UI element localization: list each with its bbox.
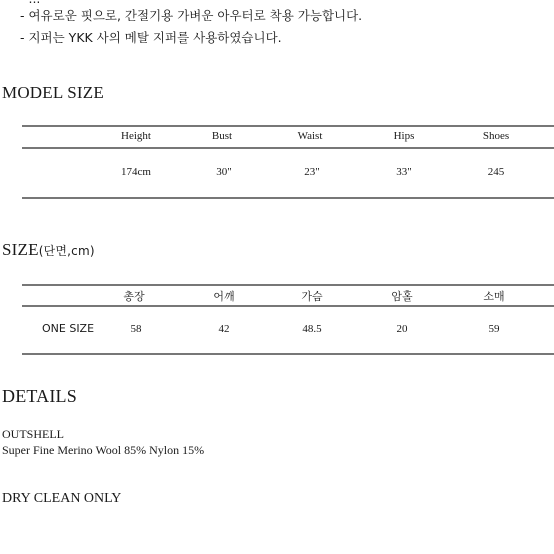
product-notes (20, 0, 554, 50)
table-top-rule (22, 284, 554, 286)
size-chart-title-text: SIZE (2, 240, 39, 259)
header-sleeve: 소매 (483, 290, 505, 303)
header-chest: 가슴 (301, 290, 323, 303)
header-height: Height (121, 130, 151, 142)
table-bottom-rule (22, 197, 554, 199)
header-hips: Hips (393, 130, 415, 142)
note-line-zipper: - 지퍼는 YKK 사의 메탈 지퍼를 사용하였습니다. (20, 30, 282, 45)
model-size-title: MODEL SIZE (2, 83, 104, 102)
value-sleeve: 59 (488, 323, 500, 335)
header-armhole: 암홀 (391, 290, 413, 303)
table-bottom-rule (22, 353, 554, 355)
header-shoulder: 어깨 (213, 290, 235, 303)
header-waist: Waist (297, 130, 323, 142)
value-shoulder: 42 (218, 323, 230, 335)
value-chest: 48.5 (302, 323, 322, 335)
row-label-one-size: ONE SIZE (42, 322, 95, 335)
header-shoes: Shoes (482, 130, 510, 142)
details-title: DETAILS (2, 386, 77, 406)
value-height: 174cm (121, 166, 151, 178)
care-instruction: DRY CLEAN ONLY (2, 491, 122, 506)
table-header-rule (22, 147, 554, 149)
table-top-rule (22, 125, 554, 127)
outshell-label: OUTSHELL (2, 427, 64, 441)
value-length: 58 (130, 323, 142, 335)
note-line-fit: - 여유로운 핏으로, 간절기용 가벼운 아우터로 착용 가능합니다. (20, 8, 363, 23)
header-bust: Bust (211, 130, 233, 142)
header-length: 총장 (123, 290, 145, 303)
value-hips: 33" (396, 166, 412, 178)
value-shoes: 245 (487, 166, 505, 178)
size-chart-unit: (단면,cm) (38, 244, 95, 258)
size-chart-title (2, 240, 95, 260)
value-armhole: 20 (396, 323, 408, 335)
table-header-rule (22, 305, 554, 307)
value-waist: 23" (304, 166, 320, 178)
material-composition: Super Fine Merino Wool 85% Nylon 15% (2, 443, 205, 457)
value-bust: 30" (216, 166, 232, 178)
